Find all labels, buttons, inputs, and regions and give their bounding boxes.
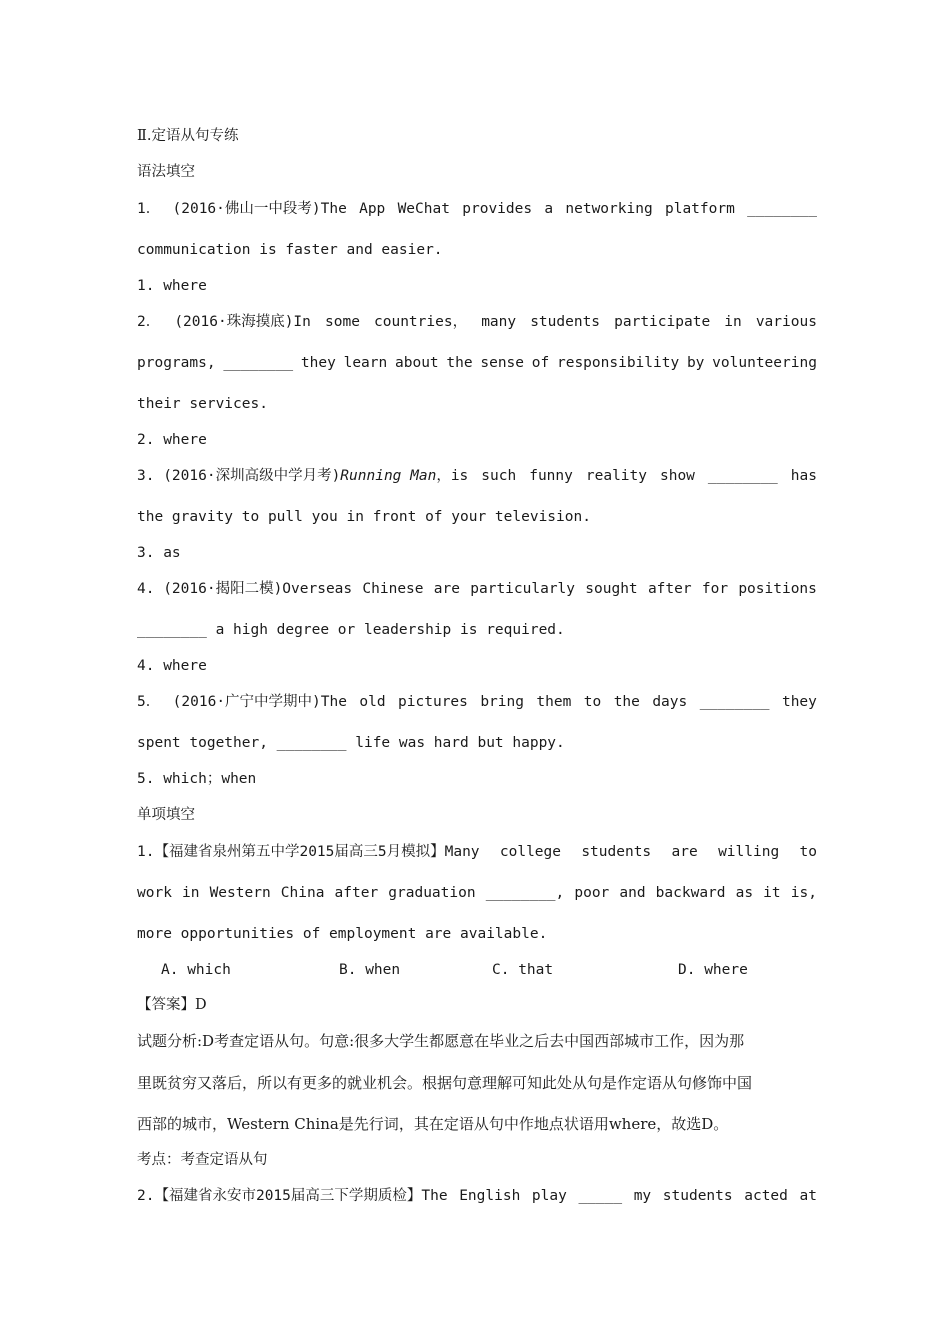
mc-question-1-line-1: 1.【福建省泉州第五中学2015届高三5月模拟】Many college students are willing to (137, 844, 817, 860)
option-c: C. that (492, 962, 554, 978)
question-1-answer: 1. where (137, 278, 207, 294)
question-2-line-3: their services. (137, 396, 268, 412)
mc-answer: 【答案】D (137, 997, 207, 1013)
question-1-line-2: communication is faster and easier. (137, 242, 443, 258)
grammar-fill-heading: 语法填空 (137, 164, 195, 180)
mc-question-2-line-1: 2.【福建省永安市2015届高三下学期质检】The English play _____ my students acted at (137, 1188, 817, 1204)
mc-question-1-line-3: more opportunities of employment are available. (137, 926, 548, 942)
question-5-answer: 5. which；when (137, 771, 257, 787)
question-5-line-2: spent together, ________ life was hard but happy. (137, 735, 565, 751)
question-2-line-1: 2． (2016·珠海摸底)In some countries， many students participate in various (137, 314, 817, 330)
question-3-line-1: 3. (2016·深圳高级中学月考)Running Man，is such funny reality show ________ has (137, 468, 817, 484)
analysis-line-2: 里既贫穷又落后，所以有更多的就业机会。根据句意理解可知此处从句是作定语从句修饰中国 (137, 1074, 753, 1092)
knowledge-point: 考点：考查定语从句 (137, 1152, 268, 1168)
question-4-answer: 4. where (137, 658, 207, 674)
question-5-line-1: 5． (2016·广宁中学期中)The old pictures bring them to the days ________ they (137, 694, 817, 710)
analysis-line-1: 试题分析:D考查定语从句。句意:很多大学生都愿意在毕业之后去中国西部城市工作，因为那 (137, 1032, 745, 1050)
question-4-line-2: ________ a high degree or leadership is required. (137, 622, 565, 638)
option-b: B. when (339, 962, 401, 978)
question-2-answer: 2. where (137, 432, 207, 448)
section-title: Ⅱ.定语从句专练 (137, 128, 239, 144)
option-d: D. where (678, 962, 748, 978)
question-3-line-2: the gravity to pull you in front of your television. (137, 509, 591, 525)
single-choice-heading: 单项填空 (137, 807, 195, 823)
mc-question-1-line-2: work in Western China after graduation ________, poor and backward as it is, (137, 885, 817, 901)
question-2-line-2: programs, ________ they learn about the sense of responsibility by volunteering (137, 355, 817, 371)
question-3-answer: 3. as (137, 545, 181, 561)
question-1-line-1: 1． (2016·佛山一中段考)The App WeChat provides a networking platform ________ (137, 201, 817, 217)
option-a: A. which (161, 962, 231, 978)
question-4-line-1: 4. (2016·揭阳二模)Overseas Chinese are particularly sought after for positions (137, 581, 817, 597)
analysis-line-3: 西部的城市，Western China是先行词，其在定语从句中作地点状语用where，故选D。 (137, 1115, 729, 1133)
show-title: Running Man (340, 468, 437, 484)
